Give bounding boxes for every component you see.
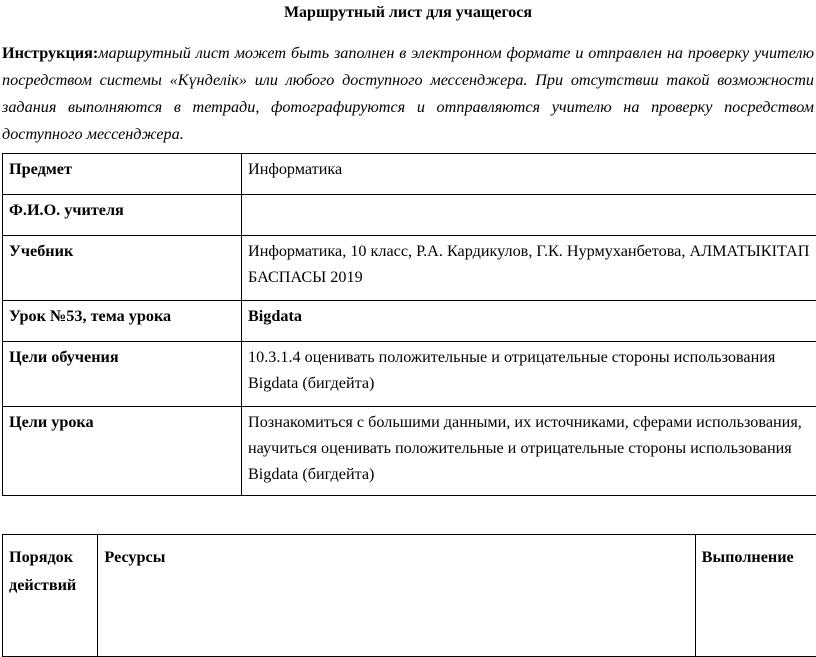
row-value-lesson: Bigdata (242, 301, 816, 342)
row-value-textbook: Информатика, 10 класс, Р.А. Кардикулов, Г.К. Нурмуханбетова, АЛМАТЫКІТАП БАСПАСЫ 2019 (242, 236, 816, 301)
table-row (3, 535, 816, 657)
header-action-order: Порядок действий (3, 535, 98, 657)
table-row (3, 342, 816, 407)
row-label-learning-goals: Цели обучения (3, 342, 242, 407)
row-label-subject: Предмет (3, 154, 242, 195)
header-completion: Выполнение (695, 535, 816, 657)
row-label-lesson: Урок №53, тема урока (3, 301, 242, 342)
row-label-teacher: Ф.И.О. учителя (3, 195, 242, 236)
table-row (3, 154, 816, 195)
table-row (3, 301, 816, 342)
row-value-lesson-goals: Познакомиться с большими данными, их источниками, сферами использования, научиться оценивать положительные и отрицательные стороны использования Bigdata (бигдейта) (242, 407, 816, 496)
document-title: Маршрутный лист для учащегося (0, 4, 816, 22)
row-value-teacher (242, 195, 816, 236)
row-value-learning-goals: 10.3.1.4 оценивать положительные и отрицательные стороны использования Bigdata (бигдейта) (242, 342, 816, 407)
table-row (3, 195, 816, 236)
row-label-textbook: Учебник (3, 236, 242, 301)
info-table (2, 153, 816, 496)
table-row (3, 407, 816, 496)
header-resources: Ресурсы (98, 535, 695, 657)
row-value-subject: Информатика (242, 154, 816, 195)
row-label-lesson-goals: Цели урока (3, 407, 242, 496)
instruction-paragraph (2, 40, 814, 148)
instruction-text: маршрутный лист может быть заполнен в электронном формате и отправлен на проверку учителю посредством системы «Күнделік» или любого доступного мессенджера. При отсутствии такой возможности задания выполняются в тетради, фотографируются и отправляются учителю на проверку посредством доступного мессенджера. (2, 44, 814, 143)
actions-table (2, 534, 816, 657)
table-row (3, 236, 816, 301)
instruction-label: Инструкция: (2, 44, 98, 62)
